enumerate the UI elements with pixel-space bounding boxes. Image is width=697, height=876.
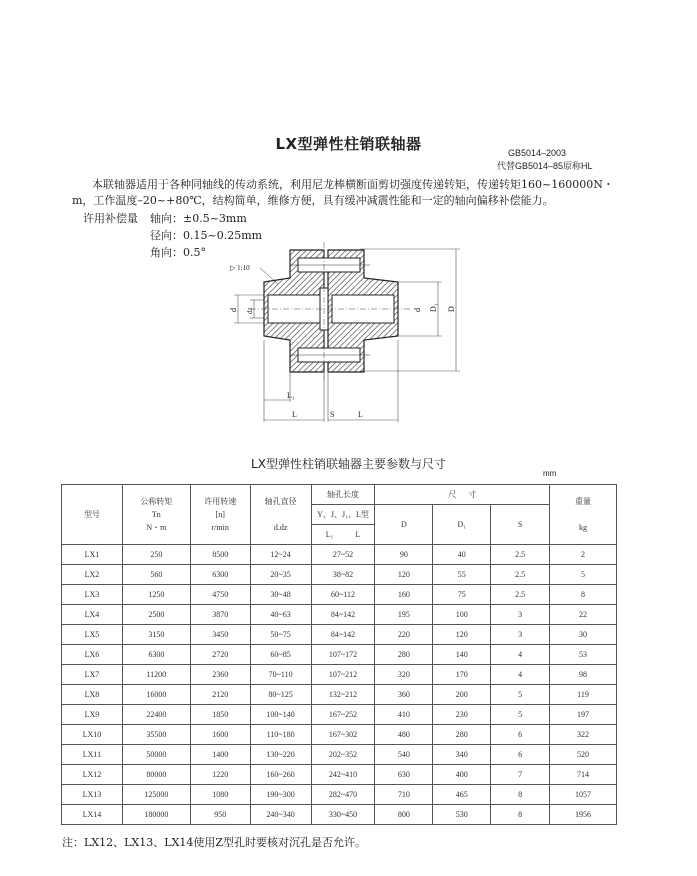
table-row bbox=[62, 665, 617, 685]
table-cell: 2360 bbox=[190, 665, 250, 685]
header-D: D bbox=[375, 505, 433, 545]
table-cell: 280 bbox=[433, 725, 491, 745]
table-cell: 107~212 bbox=[311, 665, 375, 685]
table-cell: 1057 bbox=[550, 785, 617, 805]
table-cell: 132~212 bbox=[311, 685, 375, 705]
table-cell: 100~140 bbox=[250, 705, 311, 725]
table-cell: 12~24 bbox=[250, 545, 311, 565]
table-cell: 119 bbox=[550, 685, 617, 705]
table-cell: 80~125 bbox=[250, 685, 311, 705]
table-cell: 195 bbox=[375, 605, 433, 625]
table-cell: 230 bbox=[433, 705, 491, 725]
dim-D: D bbox=[447, 306, 456, 312]
page-title: LX型弹性柱销联轴器 bbox=[275, 135, 422, 153]
table-row bbox=[62, 645, 617, 665]
compensation-axial: 轴向：±0.5~3mm bbox=[150, 212, 247, 225]
table-row bbox=[62, 765, 617, 785]
table-cell: 6 bbox=[491, 745, 550, 765]
dim-d: d bbox=[229, 308, 238, 312]
table-cell: 250 bbox=[122, 545, 190, 565]
spec-table bbox=[61, 484, 617, 825]
dim-L1: L₁ bbox=[287, 391, 295, 400]
table-cell: 5 bbox=[491, 685, 550, 705]
dim-S: S bbox=[330, 410, 335, 419]
standard-code: GB5014–2003 bbox=[508, 148, 567, 158]
header-S: S bbox=[491, 505, 550, 545]
table-cell: 5 bbox=[491, 705, 550, 725]
table-cell: LX5 bbox=[62, 625, 123, 645]
header-length-types: Y、J、J₁、L型 bbox=[311, 505, 375, 525]
footnote: 注：LX12、LX13、LX14使用Z型孔时要核对沉孔是否允许。 bbox=[62, 836, 367, 849]
table-cell: 100 bbox=[433, 605, 491, 625]
dim-D1: D₁ bbox=[429, 303, 438, 312]
table-cell: 22400 bbox=[122, 705, 190, 725]
table-cell: 2720 bbox=[190, 645, 250, 665]
table-cell: 1080 bbox=[190, 785, 250, 805]
table-cell: 2 bbox=[550, 545, 617, 565]
table-row bbox=[62, 725, 617, 745]
table-cell: 16000 bbox=[122, 685, 190, 705]
table-cell: 240~340 bbox=[250, 805, 311, 825]
table-cell: 202~352 bbox=[311, 745, 375, 765]
table-cell: LX7 bbox=[62, 665, 123, 685]
table-row bbox=[62, 625, 617, 645]
table-cell: 4 bbox=[491, 665, 550, 685]
table-cell: 5 bbox=[550, 565, 617, 585]
table-cell: 4750 bbox=[190, 585, 250, 605]
table-cell: 7 bbox=[491, 765, 550, 785]
table-cell: 4 bbox=[491, 645, 550, 665]
table-cell: 130~220 bbox=[250, 745, 311, 765]
table-cell: 38~82 bbox=[311, 565, 375, 585]
table-cell: 2.5 bbox=[491, 585, 550, 605]
coupling-drawing bbox=[220, 240, 470, 425]
header-D1: D₁ bbox=[433, 505, 491, 545]
table-cell: LX9 bbox=[62, 705, 123, 725]
table-cell: 320 bbox=[375, 665, 433, 685]
table-cell: 2.5 bbox=[491, 545, 550, 565]
table-cell: 280 bbox=[375, 645, 433, 665]
table-title: LX型弹性柱销联轴器主要参数与尺寸 bbox=[251, 457, 446, 471]
table-cell: 30~48 bbox=[250, 585, 311, 605]
compensation-angular: 角向：0.5° bbox=[150, 246, 206, 259]
table-cell: 40 bbox=[433, 545, 491, 565]
table-cell: 98 bbox=[550, 665, 617, 685]
dim-dz: dz bbox=[246, 307, 254, 314]
table-cell: 80000 bbox=[122, 765, 190, 785]
table-cell: 84~142 bbox=[311, 605, 375, 625]
table-cell: 3150 bbox=[122, 625, 190, 645]
table-cell: LX2 bbox=[62, 565, 123, 585]
table-cell: LX14 bbox=[62, 805, 123, 825]
table-cell: 1400 bbox=[190, 745, 250, 765]
table-cell: 53 bbox=[550, 645, 617, 665]
table-cell: 200 bbox=[433, 685, 491, 705]
table-row bbox=[62, 565, 617, 585]
table-cell: 3450 bbox=[190, 625, 250, 645]
replaces-standard: 代替GB5014–85原称HL bbox=[497, 161, 593, 171]
table-cell: 8500 bbox=[190, 545, 250, 565]
table-cell: 35500 bbox=[122, 725, 190, 745]
table-cell: 30 bbox=[550, 625, 617, 645]
table-cell: 50~75 bbox=[250, 625, 311, 645]
table-cell: 6300 bbox=[122, 645, 190, 665]
table-row bbox=[62, 545, 617, 565]
table-cell: 190~300 bbox=[250, 785, 311, 805]
table-unit: mm bbox=[543, 469, 557, 478]
table-row bbox=[62, 705, 617, 725]
header-speed: 许用转速 [n] r/min bbox=[190, 485, 250, 545]
table-cell: 11200 bbox=[122, 665, 190, 685]
table-cell: 3 bbox=[491, 625, 550, 645]
table-cell: 60~112 bbox=[311, 585, 375, 605]
table-cell: 520 bbox=[550, 745, 617, 765]
table-cell: 560 bbox=[122, 565, 190, 585]
table-cell: 540 bbox=[375, 745, 433, 765]
table-cell: 400 bbox=[433, 765, 491, 785]
table-cell: LX6 bbox=[62, 645, 123, 665]
header-model: 型号 bbox=[62, 485, 123, 545]
table-cell: 120 bbox=[433, 625, 491, 645]
table-cell: 20~35 bbox=[250, 565, 311, 585]
table-cell: 8 bbox=[550, 585, 617, 605]
header-weight: 重量 kg bbox=[550, 485, 617, 545]
table-cell: 60~85 bbox=[250, 645, 311, 665]
table-cell: 90 bbox=[375, 545, 433, 565]
table-row bbox=[62, 585, 617, 605]
table-cell: 84~142 bbox=[311, 625, 375, 645]
table-cell: 800 bbox=[375, 805, 433, 825]
table-cell: 1220 bbox=[190, 765, 250, 785]
table-cell: 180000 bbox=[122, 805, 190, 825]
table-cell: LX11 bbox=[62, 745, 123, 765]
table-row bbox=[62, 605, 617, 625]
header-dims: 尺 寸 bbox=[375, 485, 550, 505]
table-cell: 714 bbox=[550, 765, 617, 785]
table-cell: 282~470 bbox=[311, 785, 375, 805]
table-cell: LX1 bbox=[62, 545, 123, 565]
table-cell: 167~252 bbox=[311, 705, 375, 725]
table-cell: 70~110 bbox=[250, 665, 311, 685]
table-cell: 27~52 bbox=[311, 545, 375, 565]
table-cell: LX3 bbox=[62, 585, 123, 605]
header-bore: 轴孔直径 d.dz bbox=[250, 485, 311, 545]
table-cell: 330~450 bbox=[311, 805, 375, 825]
table-cell: 242~410 bbox=[311, 765, 375, 785]
table-cell: 360 bbox=[375, 685, 433, 705]
table-cell: 1250 bbox=[122, 585, 190, 605]
table-cell: 465 bbox=[433, 785, 491, 805]
table-cell: 55 bbox=[433, 565, 491, 585]
table-cell: 3 bbox=[491, 605, 550, 625]
compensation-label: 许用补偿量 bbox=[83, 212, 138, 225]
table-cell: 950 bbox=[190, 805, 250, 825]
table-cell: 220 bbox=[375, 625, 433, 645]
table-cell: 1850 bbox=[190, 705, 250, 725]
table-cell: LX4 bbox=[62, 605, 123, 625]
header-torque: 公称转矩 Tn N・m bbox=[122, 485, 190, 545]
table-cell: 2500 bbox=[122, 605, 190, 625]
table-cell: 530 bbox=[433, 805, 491, 825]
table-cell: 125000 bbox=[122, 785, 190, 805]
table-cell: 75 bbox=[433, 585, 491, 605]
table-cell: 1600 bbox=[190, 725, 250, 745]
table-cell: 50000 bbox=[122, 745, 190, 765]
table-cell: 1956 bbox=[550, 805, 617, 825]
table-cell: LX12 bbox=[62, 765, 123, 785]
table-cell: 170 bbox=[433, 665, 491, 685]
table-cell: 6 bbox=[491, 725, 550, 745]
dim-L-left: L bbox=[292, 410, 297, 419]
table-row bbox=[62, 785, 617, 805]
table-cell: LX10 bbox=[62, 725, 123, 745]
table-cell: 8 bbox=[491, 785, 550, 805]
table-cell: 22 bbox=[550, 605, 617, 625]
table-cell: LX8 bbox=[62, 685, 123, 705]
table-cell: 710 bbox=[375, 785, 433, 805]
table-cell: 8 bbox=[491, 805, 550, 825]
table-row bbox=[62, 805, 617, 825]
dim-L-right: L bbox=[358, 410, 363, 419]
table-cell: 40~63 bbox=[250, 605, 311, 625]
table-cell: 160 bbox=[375, 585, 433, 605]
table-row bbox=[62, 745, 617, 765]
table-cell: 2120 bbox=[190, 685, 250, 705]
table-cell: 3870 bbox=[190, 605, 250, 625]
table-row bbox=[62, 685, 617, 705]
table-cell: 140 bbox=[433, 645, 491, 665]
table-cell: 120 bbox=[375, 565, 433, 585]
table-cell: LX13 bbox=[62, 785, 123, 805]
table-cell: 197 bbox=[550, 705, 617, 725]
table-cell: 110~180 bbox=[250, 725, 311, 745]
dim-d-right: d bbox=[413, 308, 422, 312]
compensation-radial: 径向：0.15~0.25mm bbox=[150, 229, 263, 242]
description-paragraph: 本联轴器适用于各种同轴线的传动系统，利用尼龙棒横断面剪切强度传递转矩，传递转矩160~160000N・m，工作温度–20~+80℃，结构简单，维修方便，具有缓冲减震性能和一定的轴向偏移补偿能力。 bbox=[72, 178, 614, 207]
header-length-cols: L₁ L bbox=[311, 525, 375, 545]
taper-label: ▷ 1:10 bbox=[230, 264, 250, 272]
table-cell: 6300 bbox=[190, 565, 250, 585]
table-cell: 322 bbox=[550, 725, 617, 745]
table-cell: 630 bbox=[375, 765, 433, 785]
table-cell: 480 bbox=[375, 725, 433, 745]
table-cell: 167~302 bbox=[311, 725, 375, 745]
table-cell: 2.5 bbox=[491, 565, 550, 585]
table-cell: 160~260 bbox=[250, 765, 311, 785]
table-cell: 107~172 bbox=[311, 645, 375, 665]
header-length: 轴孔长度 bbox=[311, 485, 375, 505]
table-cell: 340 bbox=[433, 745, 491, 765]
table-cell: 410 bbox=[375, 705, 433, 725]
